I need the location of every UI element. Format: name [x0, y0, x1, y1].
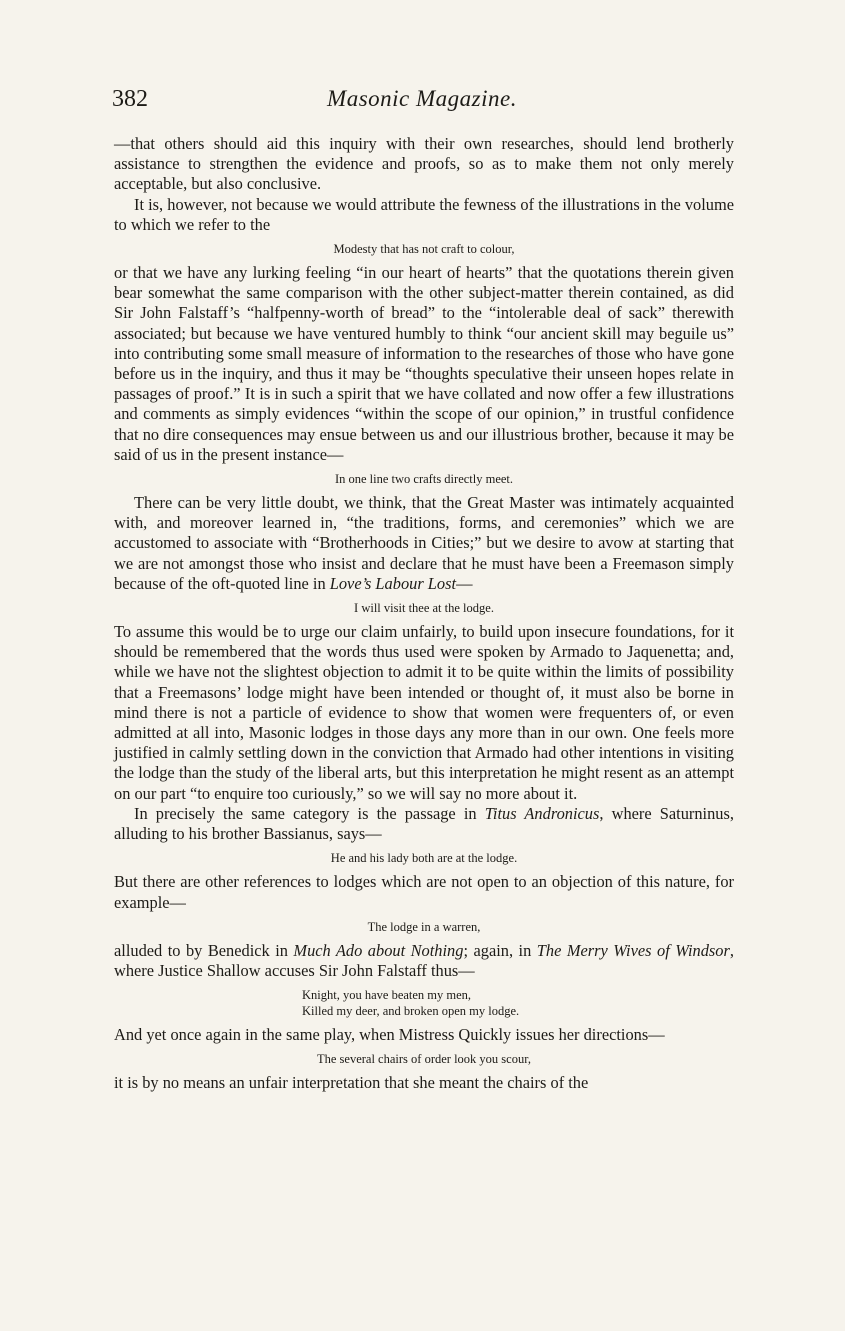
quotation-line: Killed my deer, and broken open my lodge. [302, 1004, 520, 1019]
work-title: Love’s Labour Lost [329, 573, 457, 593]
paragraph [114, 804, 734, 844]
quotation: I will visit thee at the lodge. [354, 601, 494, 616]
text-run: — [456, 573, 473, 593]
work-title: Much Ado about Nothing [293, 940, 464, 960]
quotation: The several chairs of order look you scour, [316, 1052, 531, 1067]
page-number: 382 [112, 86, 148, 112]
paragraph: it is by no means an unfair interpretation that she meant the chairs of the [114, 1073, 589, 1093]
quotation-line: Knight, you have beaten my men, [302, 988, 472, 1003]
quotation: Modesty that has not craft to colour, [333, 242, 515, 257]
quotation-block [114, 987, 734, 1019]
text-run: ; again, in [463, 940, 537, 960]
paragraph: But there are other references to lodges which are not open to an objection of this nature, for example— [114, 872, 734, 912]
paragraph: —that others should aid this inquiry with their own researches, should lend brotherly assistance to strengthen the evidence and proofs, so as to make them not only merely acceptable, but also conclusive. [114, 134, 734, 194]
quotation: In one line two crafts directly meet. [334, 472, 514, 487]
paragraph [114, 941, 734, 981]
work-title: Titus Andronicus [484, 803, 600, 823]
paragraph: And yet once again in the same play, when Mistress Quickly issues her directions— [114, 1025, 665, 1045]
quotation: The lodge in a warren, [367, 919, 481, 934]
paragraph [114, 493, 734, 594]
work-title: The Merry Wives of Windsor [536, 940, 730, 960]
text-run: alluded to by Benedick in [114, 940, 294, 960]
article-body [114, 134, 734, 1094]
quotation: He and his lady both are at the lodge. [330, 851, 518, 866]
paragraph: To assume this would be to urge our claim unfairly, to build upon insecure foundations, for it should be remembered that the words thus used were spoken by Armado to Jaquenetta; and, while we have not the slightest objection to admit it to be quite within the limits of possibility that a Freemasons’ lodge might have been intended or thought of, it must also be borne in mind there is not a particle of evidence to show that women were frequenters of, or even admitted at all into, Masonic lodges in those days any more than in our own. One feels more justified in calmly settling down in the conviction that Armado had other intentions in visiting the lodge than the study of the liberal arts, but this interpretation he might resent as an attempt on our part “to enquire too curiously,” so we will say no more about it. [114, 622, 734, 803]
text-run: There can be very little doubt, we think, that the Great Master was intimately acquainted with, and moreover learned in, “the traditions, forms, and ceremonies” which we are accustomed to associate with “Brotherhoods in Cities;” but we desire to avow at starting that we are not amongst those who insist and declare that he must have been a Freemason simply because of the oft-quoted line in [114, 493, 734, 593]
running-head: Masonic Magazine. [327, 86, 517, 111]
text-run: , where Justice Shallow accuses Sir John Falstaff thus— [114, 940, 734, 980]
paragraph: or that we have any lurking feeling “in our heart of hearts” that the quotations therein given bear somewhat the same comparison with the other subject-matter therein contained, as did Sir John Falstaff’s “halfpenny-worth of bread” to the “intolerable deal of sack” therewith associated; but because we have ventured humbly to think “our ancient skill may beguile us” into contributing some small measure of information to the researches of those who have gone before us in the inquiry, and thus it may be “thoughts speculative their unseen hopes relate in passages of proof.” It is in such a spirit that we have collated and now offer a few illustrations and comments as simply evidences “within the scope of our opinion,” in trustful confidence that no dire consequences may ensue between us and our illustrious brother, because it may be said of us in the present instance— [114, 263, 734, 464]
text-run: , where Saturninus, alluding to his brother Bassianus, says— [114, 803, 734, 844]
paragraph: It is, however, not because we would attribute the fewness of the illustrations in the volume to which we refer to the [114, 194, 734, 234]
page-header [112, 86, 732, 120]
text-run: In precisely the same category is the passage in [134, 803, 485, 823]
